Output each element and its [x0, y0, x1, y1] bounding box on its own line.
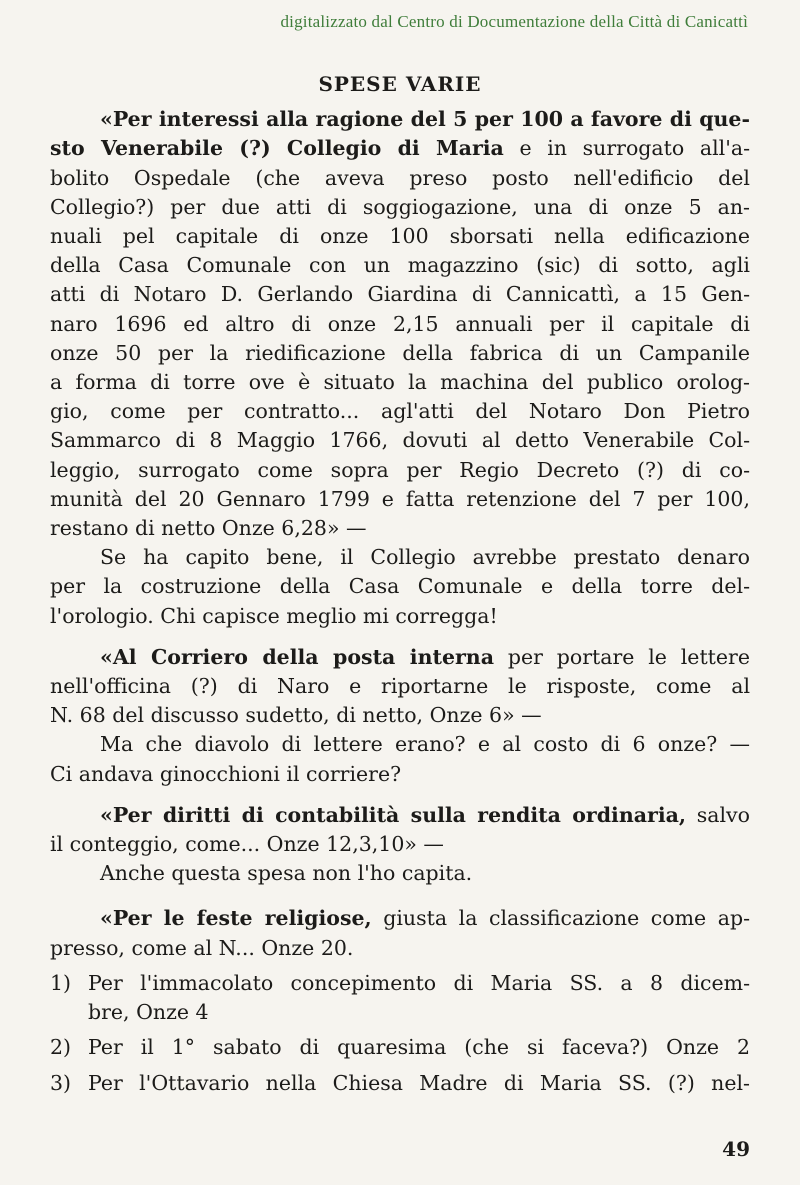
section-heading: SPESE VARIE	[318, 72, 482, 96]
text-line: bre, Onze 4	[88, 1000, 209, 1025]
text-line: naro 1696 ed altro di onze 2,15 annuali per il capitale di	[50, 311, 750, 336]
text-line: atti di Notaro D. Gerlando Giardina di Cannicattì, a 15 Gen-	[50, 282, 750, 307]
text-line: per la costruzione della Casa Comunale e della torre del-	[50, 574, 750, 599]
text-line: Sammarco di 8 Maggio 1766, dovuti al detto Venerabile Col-	[50, 428, 750, 453]
text-line: il conteggio, come... Onze 12,3,10» —	[50, 832, 444, 857]
item-text	[88, 969, 750, 1027]
text: salvo	[686, 802, 750, 827]
paragraph-corriero	[50, 643, 750, 731]
text-line: Anche questa spesa non l'ho capita.	[100, 861, 473, 886]
text-line: nell'officina (?) di Naro e riportarne le risposte, come al	[50, 674, 750, 699]
page-body	[50, 70, 750, 1098]
list-item	[50, 1033, 750, 1062]
watermark: digitalizzato dal Centro di Documentazione della Città di Canicattì	[280, 12, 748, 31]
text-line: Ci andava ginocchioni il corriere?	[50, 761, 402, 786]
text-line: leggio, surrogato come sopra per Regio Decreto (?) di co-	[50, 457, 750, 482]
bold-lead: «Per le feste religiose,	[100, 906, 372, 931]
paragraph-commento-corriere	[50, 730, 750, 788]
item-number: 2)	[50, 1035, 72, 1060]
text-line: bolito Ospedale (che aveva preso posto nell'edificio del	[50, 165, 750, 190]
text-line: nuali pel capitale di onze 100 sborsati nella edificazione	[50, 224, 750, 249]
bold-text: sto Venerabile (?) Collegio di Maria	[50, 136, 504, 161]
bold-lead: «Per interessi alla ragione del 5 per 100 a favore di que-	[100, 107, 750, 132]
text-line: munità del 20 Gennaro 1799 e fatta retenzione del 7 per 100,	[50, 486, 750, 511]
page-number: 49	[722, 1137, 750, 1161]
text: e in surrogato all'a-	[503, 136, 750, 161]
list-item	[50, 1069, 750, 1098]
item-number: 3)	[50, 1070, 72, 1095]
item-number: 1)	[50, 970, 72, 995]
text-line: Per l'Ottavario nella Chiesa Madre di Maria SS. (?) nel-	[88, 1070, 750, 1095]
paragraph-feste	[50, 904, 750, 962]
text: per portare le lettere	[493, 644, 750, 669]
bold-lead: «Per diritti di contabilità sulla rendita ordinaria,	[100, 802, 687, 827]
text-line: della Casa Comunale con un magazzino (sic) di sotto, agli	[50, 253, 750, 278]
paragraph-contabilita	[50, 801, 750, 859]
paragraph-commento-collegio	[50, 543, 750, 631]
text-line: Se ha capito bene, il Collegio avrebbe prestato denaro	[100, 545, 750, 570]
list-item	[50, 969, 750, 1027]
text-line: Per il 1° sabato di quaresima (che si faceva?) Onze 2	[88, 1035, 750, 1060]
text-line: Ma che diavolo di lettere erano? e al costo di 6 onze? —	[100, 732, 750, 757]
text-line: Per l'immacolato concepimento di Maria SS. a 8 dicem-	[88, 970, 750, 995]
bold-lead: «Al Corriero della posta interna	[100, 644, 494, 669]
text-line: Collegio?) per due atti di soggiogazione, una di onze 5 an-	[50, 194, 750, 219]
item-text	[88, 1033, 750, 1062]
text-line: gio, come per contratto... agl'atti del Notaro Don Pietro	[50, 399, 750, 424]
text-line: presso, come al N... Onze 20.	[50, 935, 354, 960]
text-line: a forma di torre ove è situato la machina del publico orolog-	[50, 370, 750, 395]
text-line: l'orologio. Chi capisce meglio mi corregga!	[50, 603, 498, 628]
text-line: restano di netto Onze 6,28» —	[50, 516, 367, 541]
item-text	[88, 1069, 750, 1098]
paragraph-interessi	[50, 105, 750, 543]
paragraph-commento-contabilita	[50, 859, 750, 888]
text-line: onze 50 per la riedificazione della fabrica di un Campanile	[50, 340, 750, 365]
text: giusta la classificazione come ap-	[371, 906, 750, 931]
text-line: N. 68 del discusso sudetto, di netto, Onze 6» —	[50, 703, 542, 728]
